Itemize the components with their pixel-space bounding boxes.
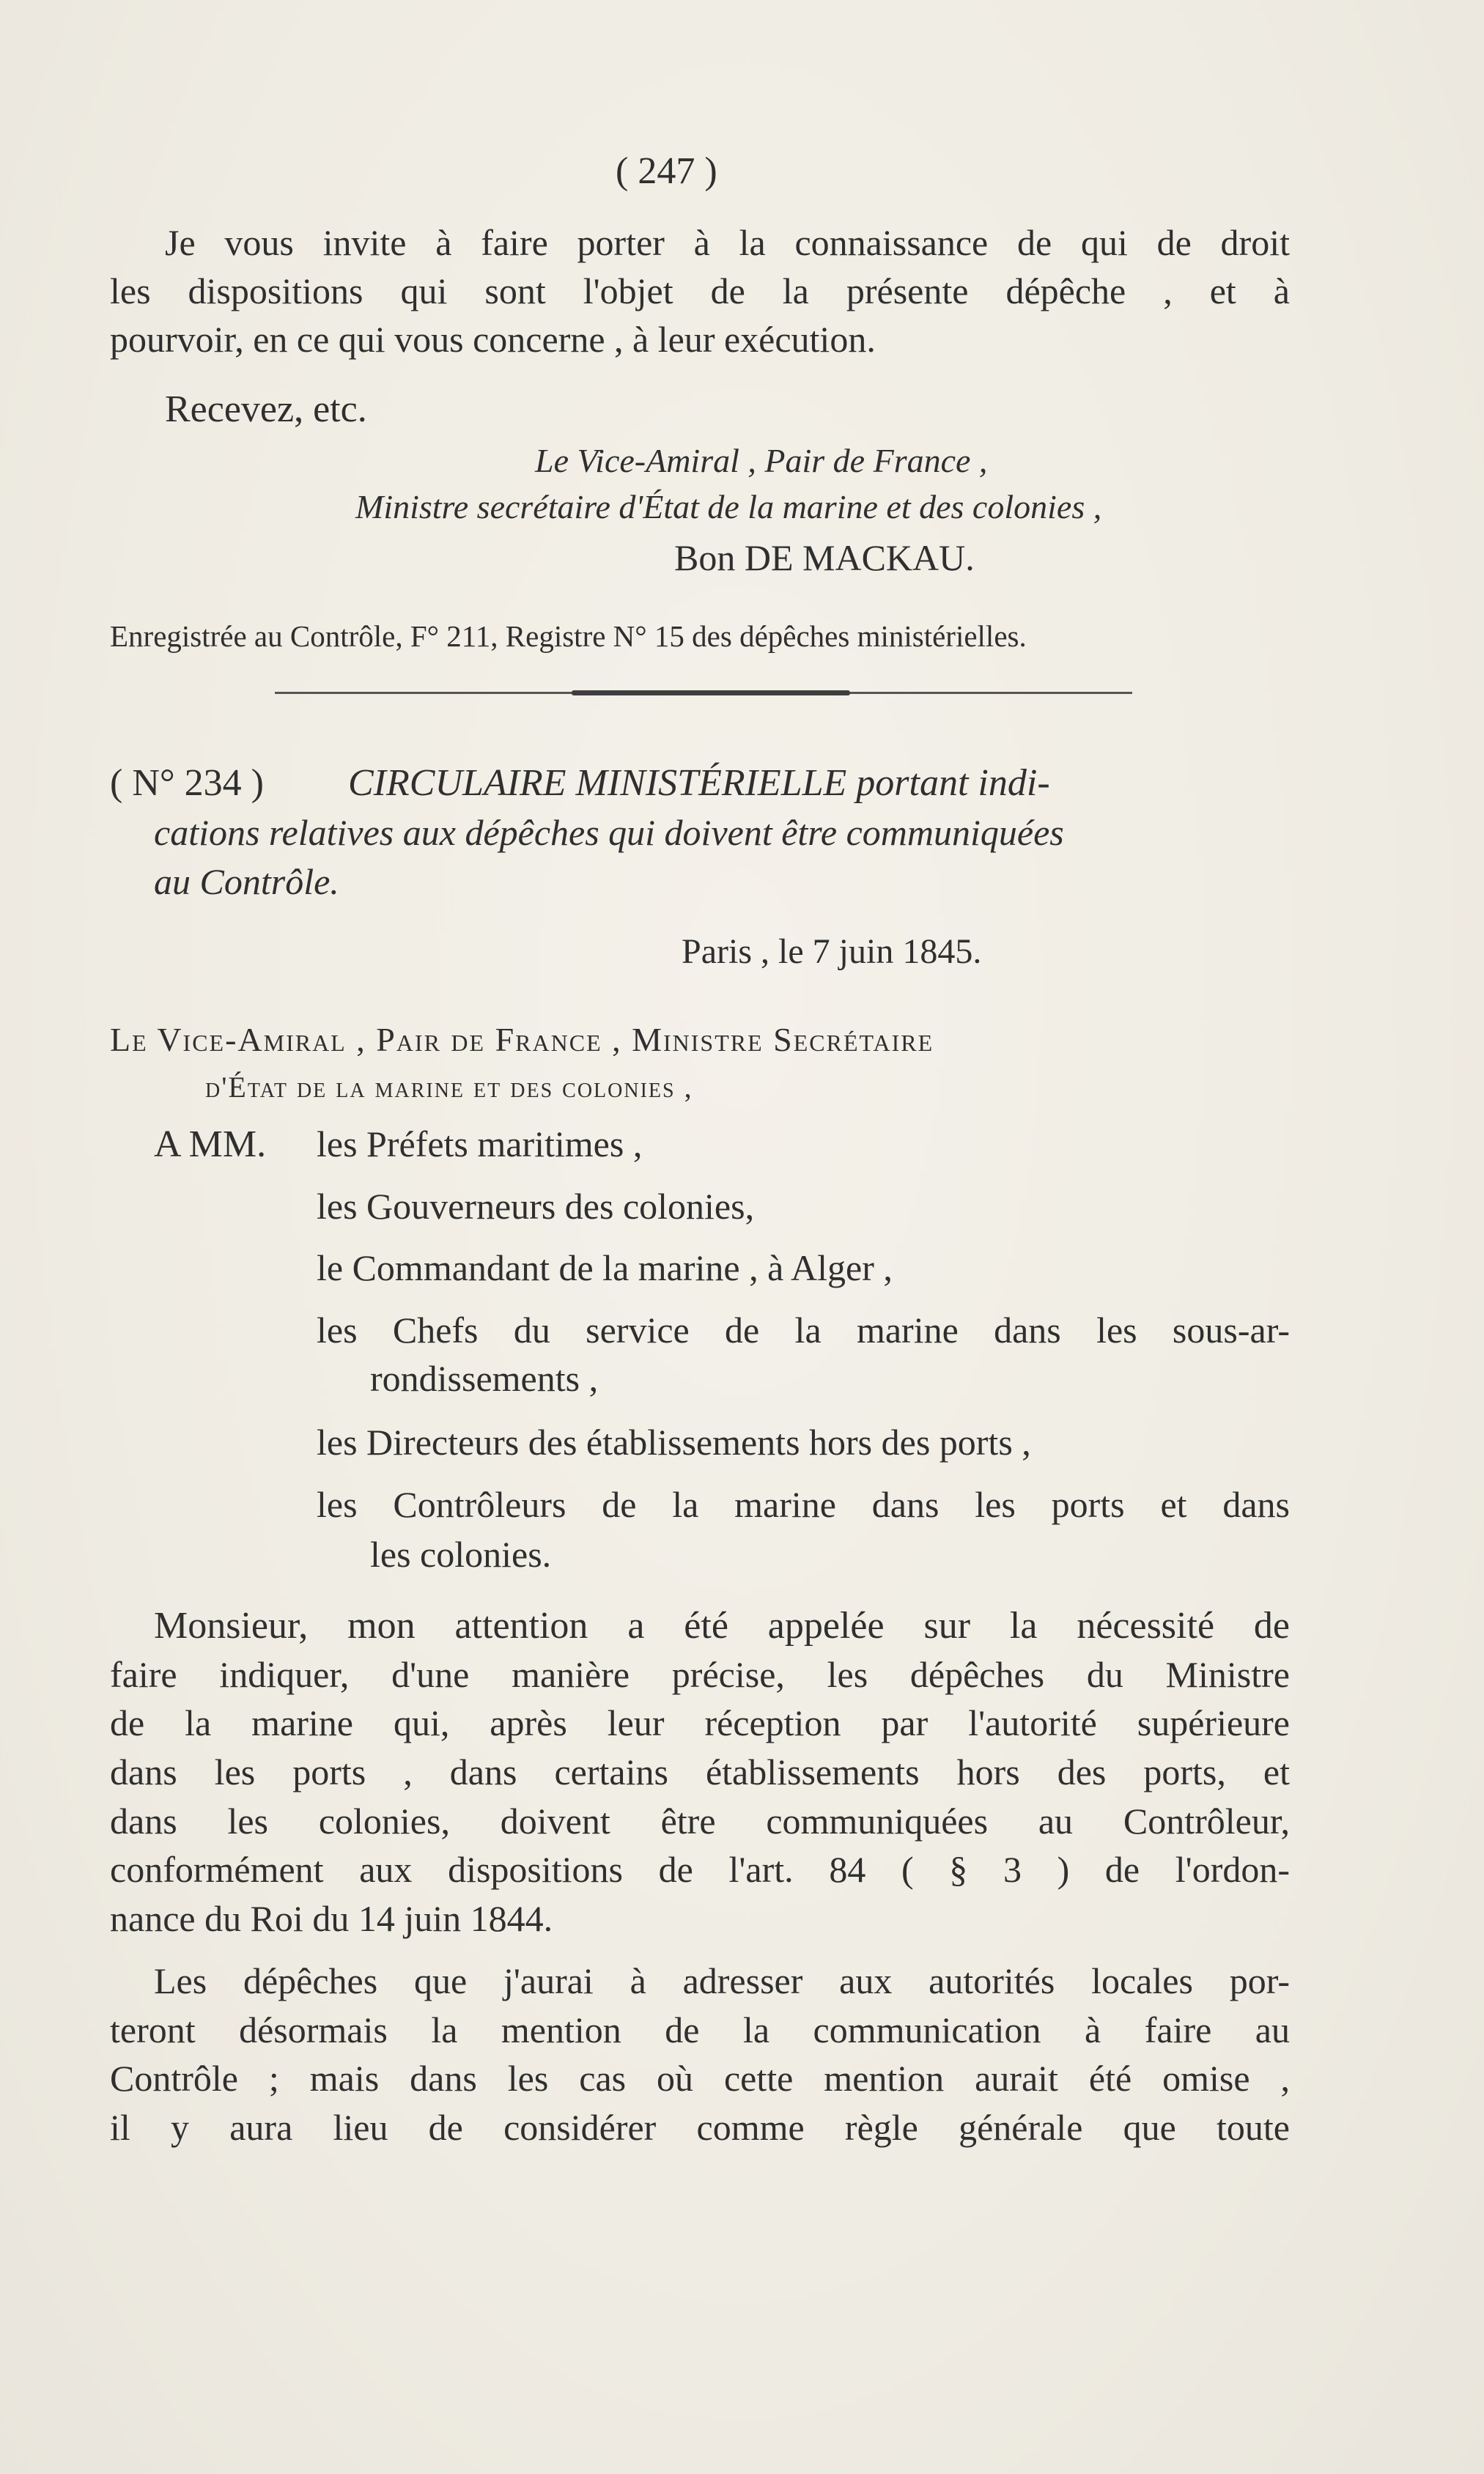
- paragraph1-line-7: nance du Roi du 14 juin 1844.: [110, 1898, 553, 1939]
- paragraph1-line-2: faire indiquer, d'une manière précise, les dépêches du Ministre: [110, 1654, 1290, 1695]
- paragraph2-line-4: il y aura lieu de considérer comme règle générale que toute: [110, 2107, 1290, 2148]
- signature-name: Bon DE MACKAU.: [674, 537, 975, 578]
- recipient-directeurs: les Directeurs des établissements hors des ports ,: [317, 1422, 1031, 1463]
- recipient-prefets: les Préfets maritimes ,: [317, 1123, 643, 1164]
- recipient-controleurs-line-1: les Contrôleurs de la marine dans les ports et dans: [317, 1484, 1290, 1525]
- paragraph1-line-5: dans les colonies, doivent être communiquées au Contrôleur,: [110, 1801, 1290, 1842]
- paragraph1-line-4: dans les ports , dans certains établissements hors des ports, et: [110, 1751, 1290, 1792]
- paragraph1-line-1: Monsieur, mon attention a été appelée sur la nécessité de: [154, 1605, 1290, 1647]
- intro-line-3: pourvoir, en ce qui vous concerne , à leur exécution.: [110, 319, 876, 360]
- recipient-controleurs-line-2: les colonies.: [370, 1534, 552, 1575]
- registration-note: Enregistrée au Contrôle, F° 211, Registre N° 15 des dépêches ministérielles.: [110, 619, 1027, 653]
- intro-line-1: Je vous invite à faire porter à la connaissance de qui de droit: [165, 222, 1290, 263]
- recipient-commandant: le Commandant de la marine , à Alger ,: [317, 1247, 893, 1288]
- paragraph1-line-6: conformément aux dispositions de l'art. 84 ( § 3 ) de l'ordon-: [110, 1849, 1290, 1890]
- signature-title-line-1: Le Vice-Amiral , Pair de France ,: [535, 442, 988, 479]
- circular-heading-line-2: cations relatives aux dépêches qui doivent être communiquées: [154, 812, 1064, 853]
- circular-heading-line-1: CIRCULAIRE MINISTÉRIELLE portant indi-: [348, 762, 1050, 804]
- place-date: Paris , le 7 juin 1845.: [682, 932, 982, 971]
- circular-number: ( N° 234 ): [110, 762, 264, 804]
- recipients-prefix: A MM.: [154, 1123, 267, 1165]
- closing-formula: Recevez, etc.: [165, 388, 367, 430]
- circular-heading-line-3: au Contrôle.: [154, 861, 339, 902]
- recipient-chefs-line-1: les Chefs du service de la marine dans les sous-ar-: [317, 1310, 1290, 1351]
- intro-line-2: les dispositions qui sont l'objet de la présente dépêche , et à: [110, 270, 1290, 311]
- recipient-chefs-line-2: rondissements ,: [370, 1358, 599, 1399]
- section-divider-center: [572, 690, 850, 695]
- signature-title-line-2: Ministre secrétaire d'État de la marine et des colonies ,: [355, 488, 1102, 525]
- sender-line-2: d'État de la marine et des colonies ,: [205, 1071, 693, 1104]
- paragraph1-line-3: de la marine qui, après leur réception par l'autorité supérieure: [110, 1702, 1290, 1743]
- page-number: ( 247 ): [616, 150, 717, 192]
- paragraph2-line-2: teront désormais la mention de la communication à faire au: [110, 2009, 1290, 2050]
- paragraph2-line-1: Les dépêches que j'aurai à adresser aux autorités locales por-: [154, 1960, 1290, 2001]
- sender-line-1: Le Vice-Amiral , Pair de France , Ministre Secrétaire: [110, 1021, 934, 1058]
- paragraph2-line-3: Contrôle ; mais dans les cas où cette mention aurait été omise ,: [110, 2058, 1290, 2099]
- recipient-gouverneurs: les Gouverneurs des colonies,: [317, 1186, 755, 1227]
